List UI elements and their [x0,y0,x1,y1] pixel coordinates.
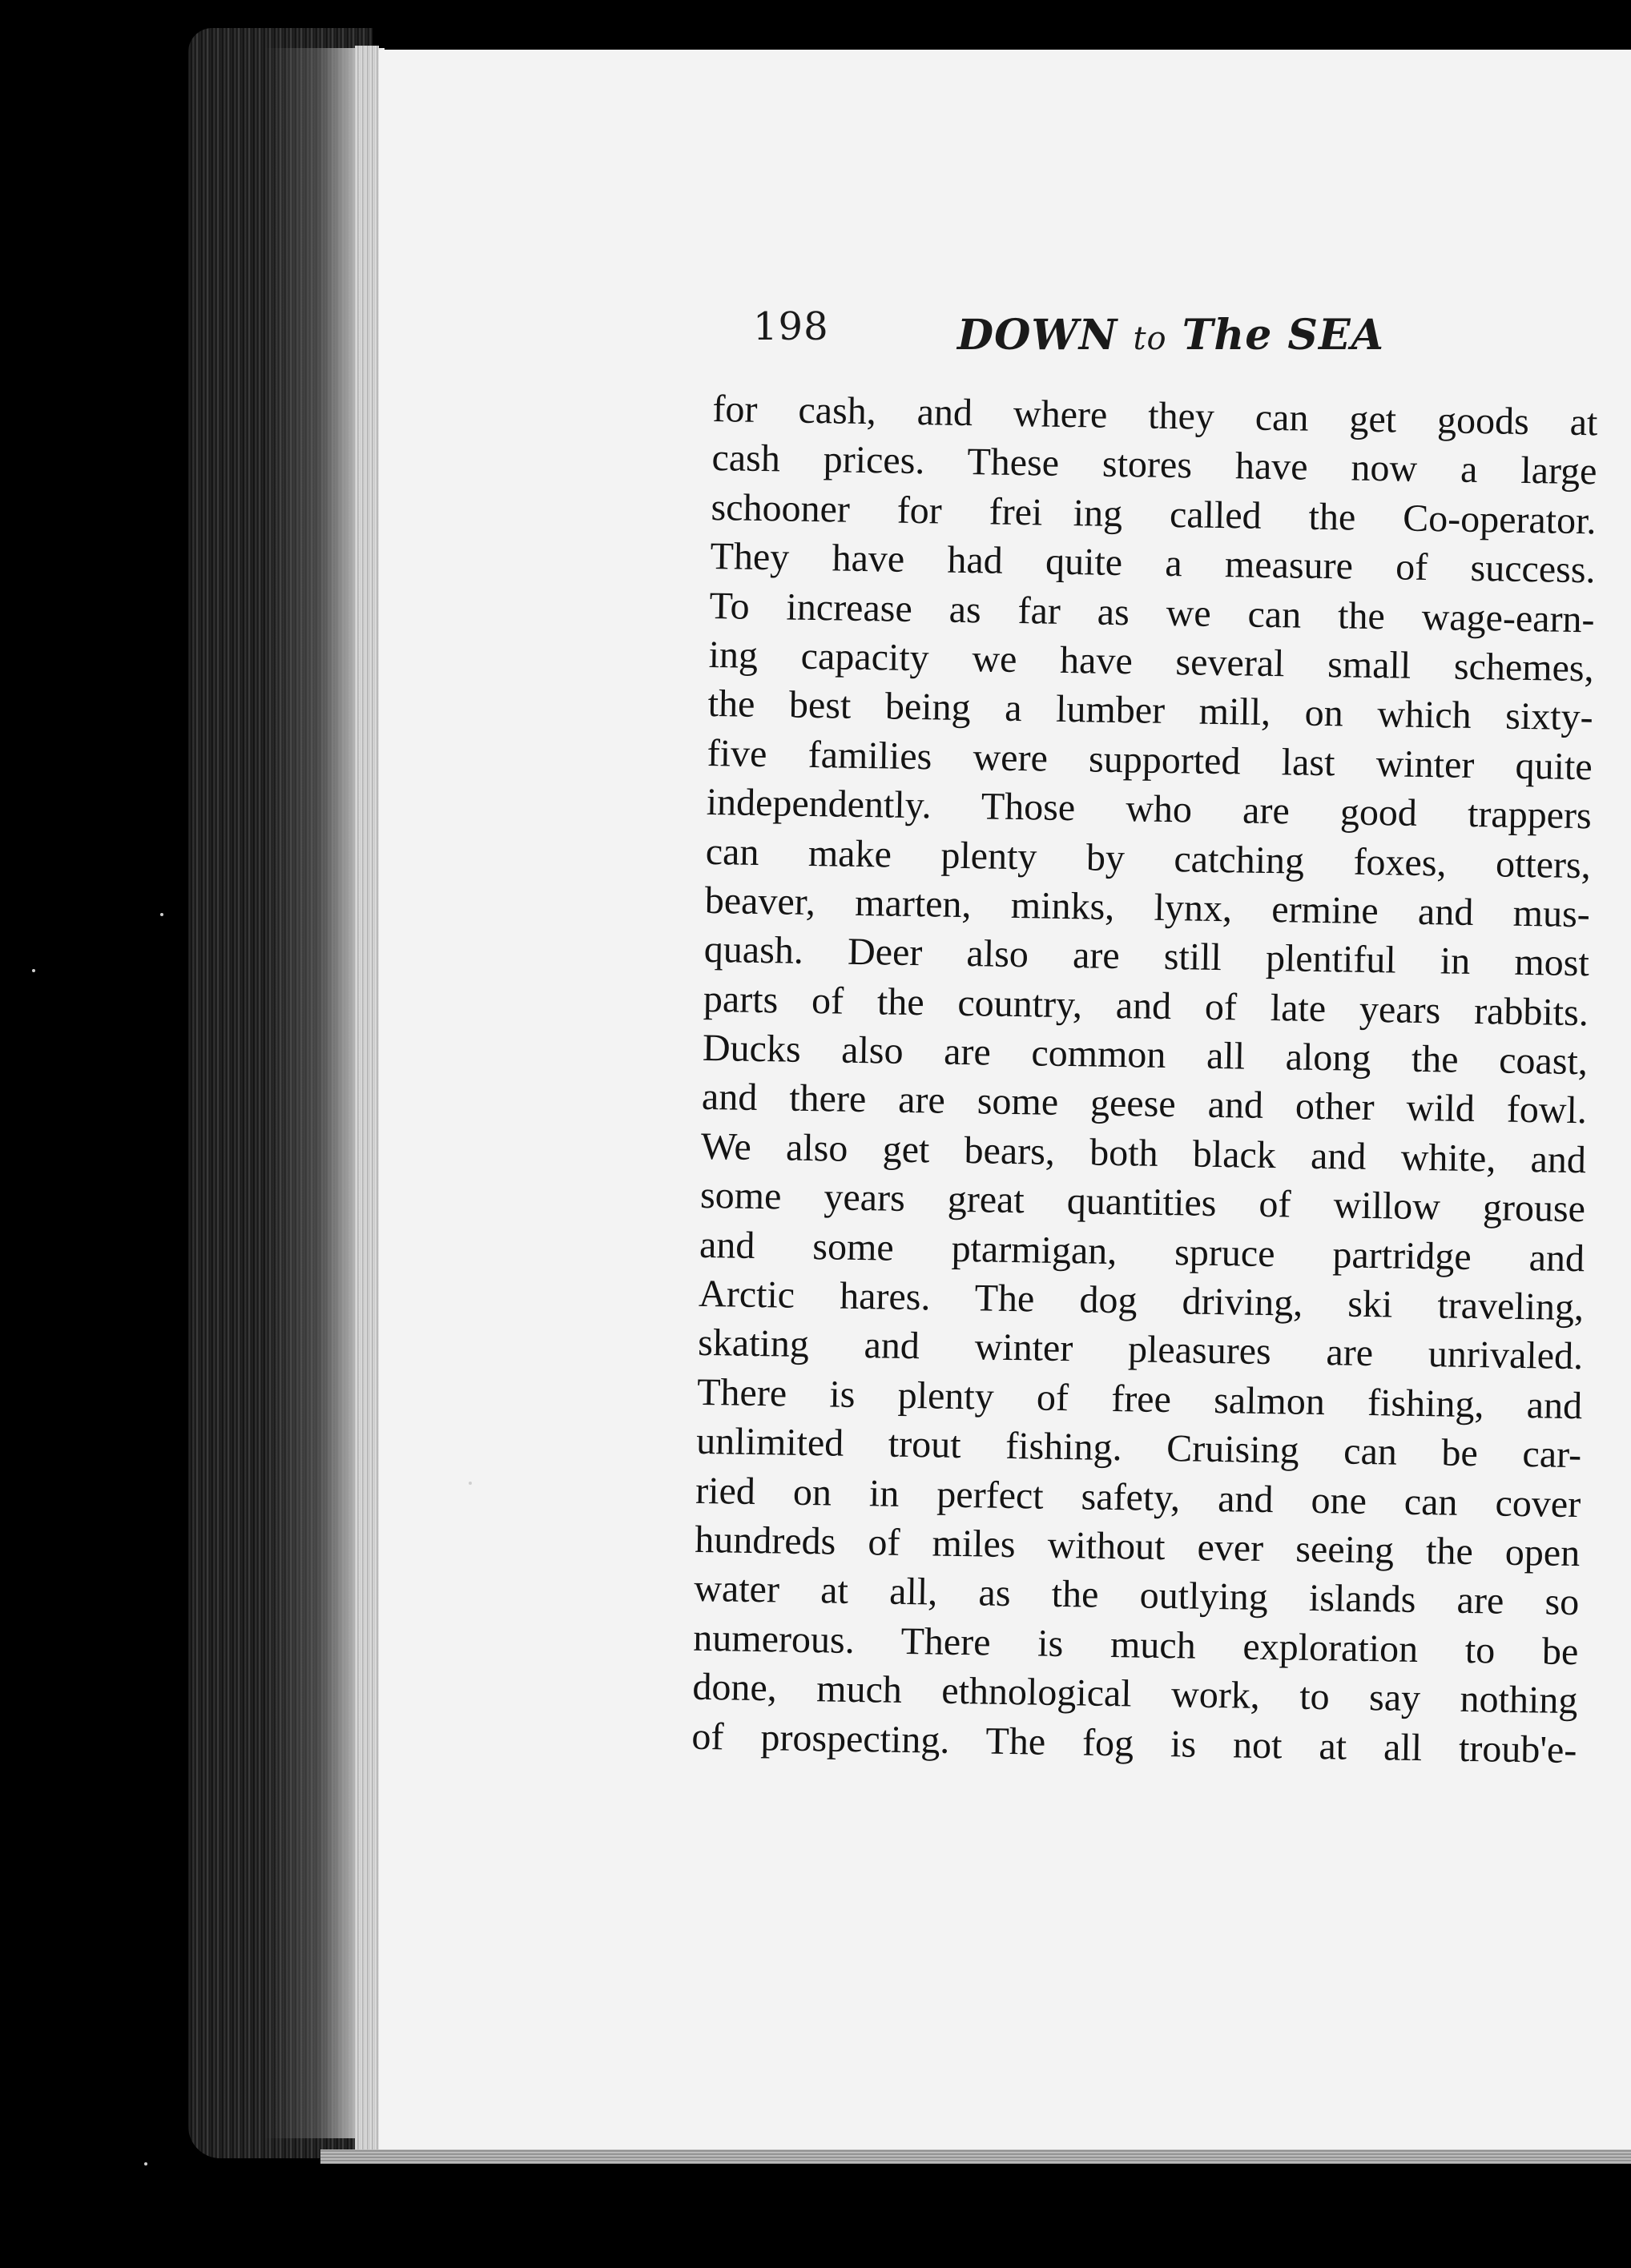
text-line: We also get bears, both black and white, and [700,1124,1587,1182]
text-line: can make plenty by catching foxes, otters, [705,830,1592,887]
text-line: and there are some geese and other wild fowl. [701,1076,1588,1132]
page-number: 198 [753,304,829,349]
text-line: quash. Deer also are still plentiful in most [703,928,1590,985]
text-line: cash prices. These stores have now a large [711,436,1597,493]
text-line: ried on in perfect safety, and one can cover [695,1469,1581,1526]
text-line: some years great quantities of willow grouse [699,1174,1586,1231]
text-line: There is plenty of free salmon fishing, and [696,1370,1583,1428]
text-line: water at all, as the outlying islands are so [693,1567,1580,1624]
text-line: done, much ethnological work, to say nothing [692,1665,1578,1723]
text-line: and some ptarmigan, spruce partridge and [699,1223,1585,1280]
book-bottom-edge [320,2149,1631,2164]
text-line: To increase as far as we can the wage-earn- [709,584,1595,641]
running-head [957,311,1384,360]
text-line: hundreds of miles without ever seeing the open [694,1518,1581,1575]
text-line: schooner for frei ing called the Co-operator. [711,485,1597,543]
text-line: They have had quite a measure of success. [710,535,1596,592]
text-line: the best being a lumber mill, on which sixty- [707,682,1594,739]
text-line: unlimited trout fishing. Cruising can be car- [695,1420,1582,1477]
scan-speck [144,2162,147,2165]
scan-speck [32,969,35,972]
page-header [753,304,1618,376]
text-line: for cash, and where they can get goods at [712,387,1598,444]
running-head-word-down: DOWN [957,311,1118,360]
text-line: numerous. There is much exploration to be [692,1616,1579,1673]
text-line: Ducks also are common all along the coast, [702,1026,1589,1084]
text-line: Arctic hares. The dog driving, ski traveling, [698,1272,1585,1329]
body-text [691,384,1598,1775]
text-line: of prospecting. The fog is not at all troub'e- [691,1715,1577,1771]
scan-speck [469,1482,472,1485]
text-line: parts of the country, and of late years rabbits. [703,977,1589,1034]
text-line: skating and winter pleasures are unrivaled. [697,1321,1584,1378]
scan-speck [160,913,163,916]
text-line: five families were supported last winter quite [707,731,1593,789]
running-head-word-the-sea: The SEA [1182,311,1384,360]
text-line: independently. Those who are good trappers [706,781,1593,838]
running-head-word-to: to [1133,320,1167,357]
text-line: ing capacity we have several small schemes, [708,633,1594,690]
text-line: beaver, marten, minks, lynx, ermine and mus- [704,879,1591,936]
